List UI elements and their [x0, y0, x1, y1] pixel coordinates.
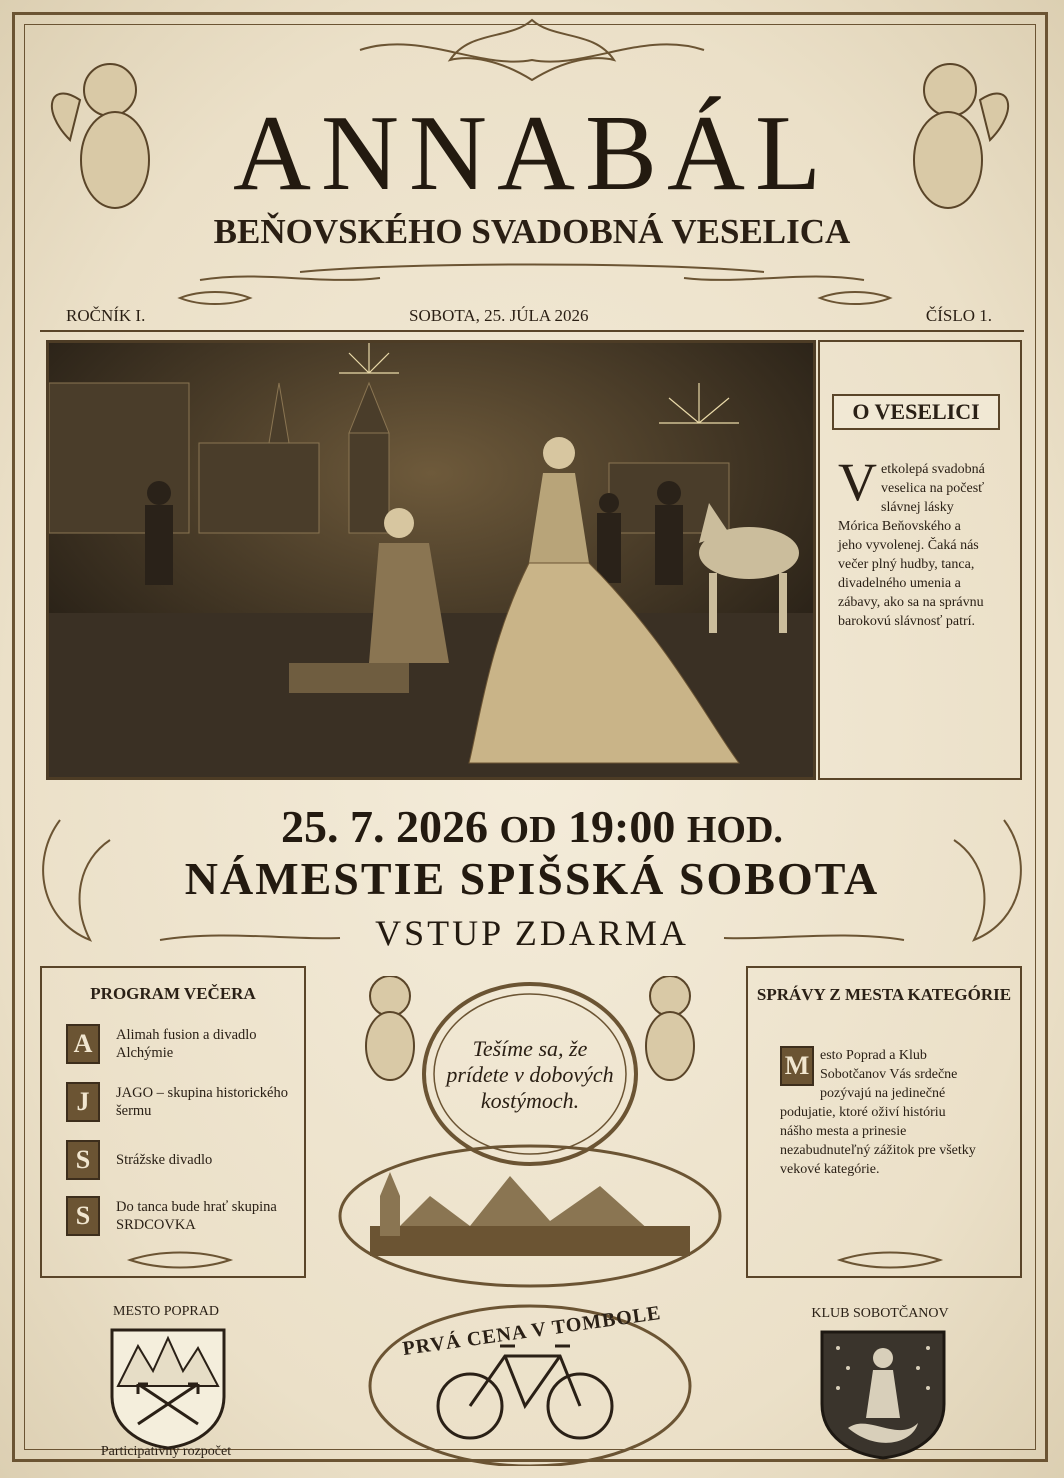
event-hours: HOD. [686, 809, 783, 851]
volume-label: ROČNÍK I. [66, 306, 146, 325]
program-item [66, 1196, 296, 1240]
poster-title: ANNABÁL [233, 94, 831, 213]
event-time: 19:00 [568, 801, 676, 852]
poster-subtitle: BEŇOVSKÉHO SVADOBNÁ VESELICA [213, 212, 851, 251]
top-crest-ornament [450, 20, 614, 80]
program-text: Alimah fusion a divadlo Alchýmie [116, 1027, 257, 1061]
proposal-illustration [46, 340, 816, 780]
news-text: esto Poprad a Klub Sobotčanov Vás srdečne pozývajú na jedinečné podujatie, ktoré oživí históriu nášho mesta a prinesie nezabudnuteľný zážitok pre všetky vekové kategórie. [780, 1048, 976, 1177]
program-cap: S [66, 1140, 100, 1180]
event-date: 25. 7. 2026 [281, 801, 489, 852]
program-cap: J [66, 1082, 100, 1122]
program-text: Do tanca bude hrať skupina SRDCOVKA [116, 1199, 277, 1233]
poprad-caption: Participatívny rozpočet [100, 1444, 232, 1459]
program-cap: A [66, 1024, 100, 1064]
sidebar-heading: O VESELICI [832, 394, 1000, 430]
town-skyline [370, 1172, 690, 1256]
event-from: OD [499, 809, 557, 851]
program-cap: S [66, 1196, 100, 1236]
poprad-crest-icon [108, 1326, 228, 1450]
news-title: SPRÁVY Z MESTA KATEGÓRIE [756, 985, 1012, 1004]
oval-invitation: Tešíme sa, že prídete v dobových kostýmoch. [446, 1036, 614, 1113]
program-item [66, 1024, 296, 1068]
sidebar-article [838, 452, 988, 631]
program-text: JAGO – skupina historického šermu [116, 1085, 288, 1119]
sobotcanov-crest-icon [818, 1328, 948, 1460]
program-item [66, 1082, 296, 1126]
event-place: NÁMESTIE SPIŠSKÁ SOBOTA [184, 853, 880, 904]
issue-date: SOBOTA, 25. JÚLA 2026 [409, 306, 589, 325]
sobotcanov-label: KLUB SOBOTČANOV [811, 1306, 949, 1321]
sidebar-dropcap: V [838, 452, 877, 512]
program-item [66, 1140, 296, 1184]
news-article [780, 1046, 980, 1179]
program-title: PROGRAM VEČERA [90, 984, 256, 1003]
sidebar-text: etkolepá svadobná veselica na počesť slávnej lásky Mórica Beňovského a jeho vyvolenej. Čaká nás večer plný hudby, tanca, divadelného umenia a zábavy, ako sa na správnu barokovú slávnosť patrí. [838, 462, 985, 629]
event-entry: VSTUP ZDARMA [375, 913, 689, 953]
issue-number: ČÍSLO 1. [925, 306, 992, 325]
news-dropcap: M [780, 1046, 814, 1086]
program-text: Strážske divadlo [116, 1152, 213, 1168]
poprad-label: MESTO POPRAD [113, 1304, 219, 1319]
event-date-line [0, 800, 1064, 853]
tombola-label: PRVÁ CENA V TOMBOLE [401, 1301, 663, 1361]
bicycle-icon [438, 1346, 612, 1438]
